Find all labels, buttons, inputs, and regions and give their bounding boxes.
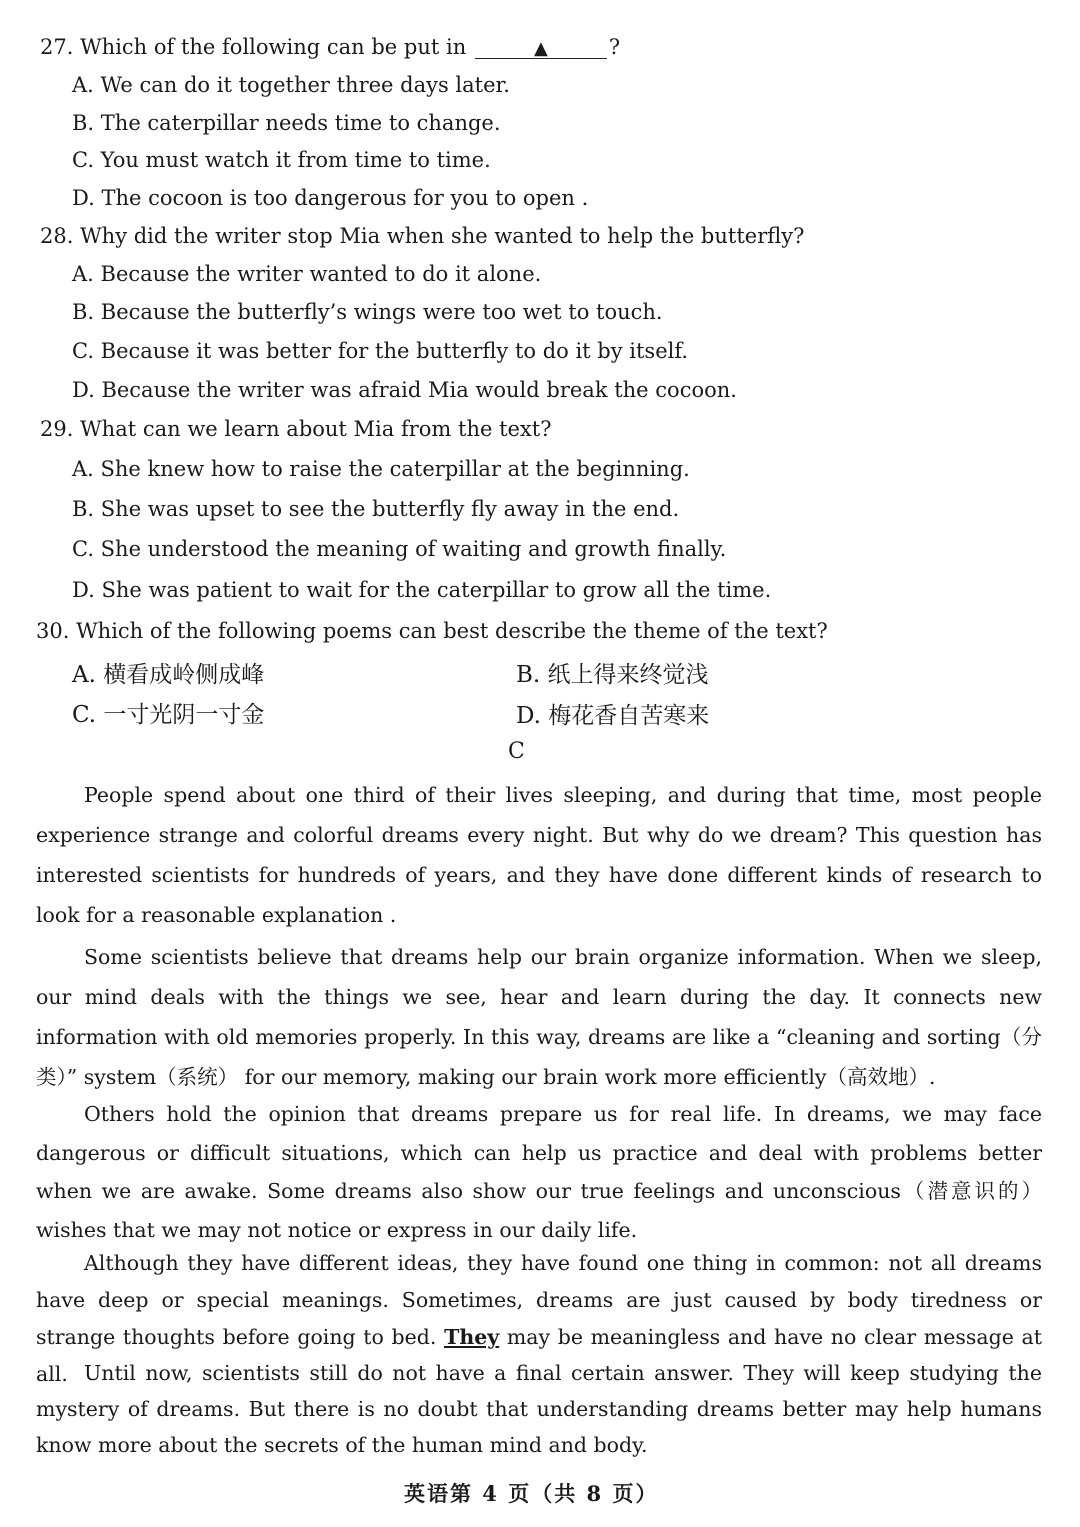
question-27-option-d: D. The cocoon is too dangerous for you to open . <box>72 186 589 210</box>
question-29-option-d: D. She was patient to wait for the caterpillar to grow all the time. <box>72 578 772 602</box>
question-text: Which of the following poems can best describe the theme of the text? <box>76 619 828 643</box>
question-30-stem <box>36 619 828 643</box>
question-27-option-b: B. The caterpillar needs time to change. <box>72 111 501 135</box>
question-text: Why did the writer stop Mia when she wanted to help the butterfly? <box>80 224 805 248</box>
paragraph-text: People spend about one third of their lives sleeping, and during that time, most people experience strange and colorful dreams every night. But why do we dream? This question has interested scientists for hundreds of years, and they have done different kinds of research to look for a reasonable explanation . <box>36 783 1042 927</box>
passage-paragraph-3 <box>36 1095 1042 1249</box>
question-number: 28. <box>40 224 74 248</box>
paragraph-text: may be meaningless and have no clear message at all. <box>36 1325 1042 1386</box>
question-30-option-d: D. 梅花香自苦寒来 <box>516 703 710 729</box>
question-28-option-b: B. Because the butterfly’s wings were too wet to touch. <box>72 300 663 324</box>
question-mark: ? <box>608 35 621 59</box>
question-27-option-a: A. We can do it together three days later. <box>72 73 510 97</box>
question-28-stem <box>40 224 804 248</box>
passage-paragraph-1 <box>36 775 1042 935</box>
triangle-marker-icon: ▲ <box>533 38 548 59</box>
paragraph-text: Others hold the opinion that dreams prepare us for real life. In dreams, we may face dangerous or difficult situations, which can help us practice and deal with problems better when we are awake. Some dreams also show our true feelings and unconscious（潜意识的）wishes that we may not notice or express in our daily life. <box>36 1102 1042 1242</box>
passage-paragraph-2 <box>36 937 1042 1097</box>
section-label: C <box>508 739 525 764</box>
question-number: 27. <box>40 35 74 59</box>
paragraph-text: Although they have different ideas, they have found one thing in common: not all dreams have deep or special meanings. Sometimes, dreams are just caused by body tiredness or strange thoughts before going to bed. <box>36 1251 1042 1349</box>
paragraph-text: Some scientists believe that dreams help our brain organize information. When we sleep, our mind deals with the things we see, hear and learn during the day. It connects new information with old memories properly. In this way, dreams are like a “cleaning and sorting（分类）” system（系统） for our memory, making our brain work more efficiently（高效地）. <box>36 945 1042 1089</box>
question-29-option-a: A. She knew how to raise the caterpillar at the beginning. <box>72 457 690 481</box>
question-27-option-c: C. You must watch it from time to time. <box>72 148 491 172</box>
question-28-option-d: D. Because the writer was afraid Mia would break the cocoon. <box>72 378 737 402</box>
question-number: 29. <box>40 417 74 441</box>
question-text: Which of the following can be put in <box>80 35 467 59</box>
paragraph-text: Until now, scientists still do not have a final certain answer. They will keep studying the mystery of dreams. But there is no doubt that understanding dreams better may help humans know more about the secrets of the human mind and body. <box>36 1361 1042 1457</box>
question-text: What can we learn about Mia from the text? <box>80 417 552 441</box>
underlined-pronoun: They <box>444 1325 500 1349</box>
question-29-stem <box>40 417 551 441</box>
answer-blank <box>475 34 607 59</box>
question-30-option-c: C. 一寸光阴一寸金 <box>72 702 265 728</box>
question-number: 30. <box>36 619 70 643</box>
question-27-stem <box>40 35 620 60</box>
passage-paragraph-5 <box>36 1355 1042 1463</box>
question-29-option-c: C. She understood the meaning of waiting and growth finally. <box>72 537 727 561</box>
page-footer: 英语第 4 页（共 8 页） <box>404 1481 659 1506</box>
question-29-option-b: B. She was upset to see the butterfly fly away in the end. <box>72 497 680 521</box>
question-30-option-a: A. 横看成岭侧成峰 <box>72 662 265 688</box>
question-28-option-a: A. Because the writer wanted to do it alone. <box>72 262 542 286</box>
question-30-option-b: B. 纸上得来终觉浅 <box>516 662 709 688</box>
question-28-option-c: C. Because it was better for the butterfly to do it by itself. <box>72 339 689 363</box>
